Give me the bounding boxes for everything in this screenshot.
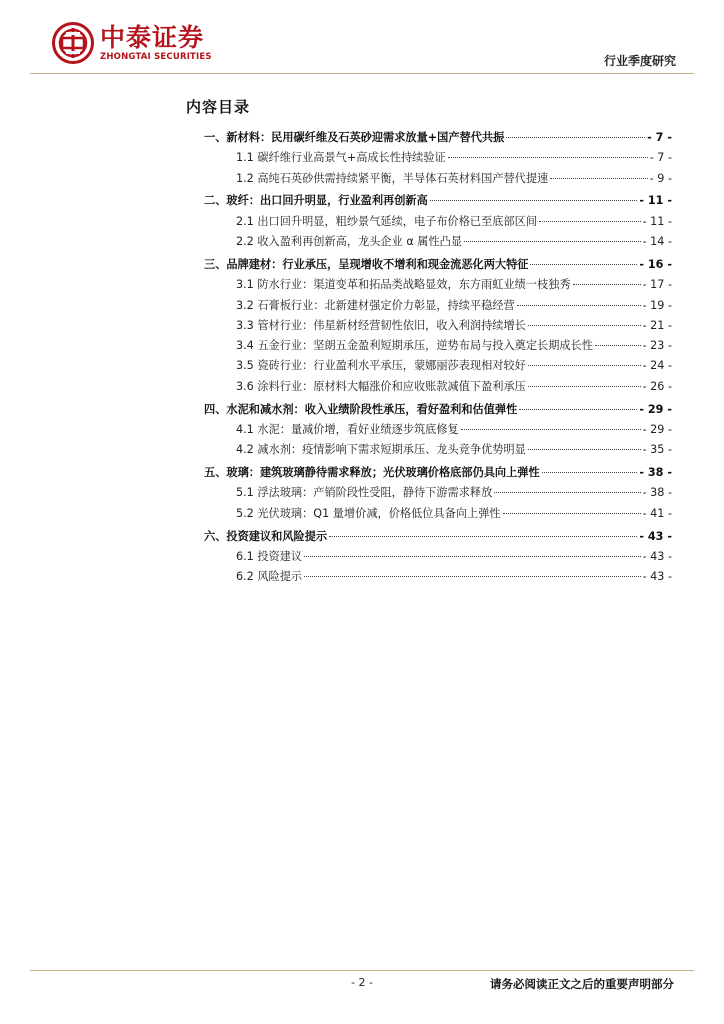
toc-entry-label: 2.1 出口回升明显，粗纱景气延续，电子布价格已至底部区间 [236, 214, 538, 228]
toc-entry-page: - 41 - [642, 506, 672, 520]
toc-leader-dots [448, 157, 648, 158]
toc-entry-page: - 9 - [649, 171, 672, 185]
toc-entry-label: 3.4 五金行业：坚朗五金盈利短期承压，逆势布局与投入奠定长期成长性 [236, 339, 593, 353]
toc-entry-label: 4.2 减水剂：疫情影响下需求短期承压、龙头竞争优势明显 [236, 443, 526, 457]
page-number: - 2 - [351, 976, 373, 989]
zhongtai-logo-icon [52, 22, 94, 64]
toc-entry-label: 3.3 管材行业：伟星新材经营韧性依旧，收入利润持续增长 [236, 318, 526, 332]
toc-entry-page: - 23 - [642, 339, 672, 353]
toc-section-entry[interactable] [186, 128, 672, 148]
toc-entry-label: 4.1 水泥：量减价增，看好业绩逐步筑底修复 [236, 422, 459, 436]
toc-entry-page: - 17 - [642, 278, 672, 292]
toc-leader-dots [550, 178, 647, 179]
toc-entry-label: 6.1 投资建议 [236, 549, 303, 563]
toc-entry-label: 3.6 涂料行业：原材料大幅涨价和应收账款减值下盈利承压 [236, 379, 526, 393]
toc-leader-dots [528, 449, 641, 450]
toc-section-entry[interactable] [186, 400, 672, 420]
toc-entry-label: 四、水泥和减水剂：收入业绩阶段性承压，看好盈利和估值弹性 [204, 402, 518, 416]
toc-leader-dots [595, 345, 641, 346]
toc-entry-label: 三、品牌建材：行业承压，呈现增收不增利和现金流恶化两大特征 [204, 257, 529, 271]
toc-leader-dots [528, 386, 641, 387]
toc-entry-page: - 26 - [642, 379, 672, 393]
page-header [0, 0, 724, 80]
toc-entry-label: 二、玻纤：出口回升明显，行业盈利再创新高 [204, 194, 428, 208]
toc-entry-label: 3.2 石膏板行业：北新建材强定价力彰显，持续平稳经营 [236, 298, 515, 312]
toc-entry-label: 3.5 瓷砖行业：行业盈利水平承压，蒙娜丽莎表现相对较好 [236, 359, 526, 373]
toc-section-entry[interactable] [186, 527, 672, 547]
header-divider [30, 73, 694, 74]
toc-leader-dots [494, 492, 640, 493]
toc-entry-page: - 38 - [639, 466, 672, 480]
toc-leader-dots [304, 576, 640, 577]
toc-entry-label: 2.2 收入盈利再创新高，龙头企业 α 属性凸显 [236, 235, 463, 249]
toc-section-entry[interactable] [186, 463, 672, 483]
toc-leader-dots [539, 221, 641, 222]
toc-leader-dots [517, 305, 641, 306]
toc-leader-dots [464, 241, 641, 242]
toc-leader-dots [542, 472, 638, 473]
toc-subsection-entry[interactable] [186, 169, 672, 189]
toc-section-entry[interactable] [186, 191, 672, 211]
logo-chinese-name: 中泰证券 [100, 23, 205, 52]
footer-divider [30, 970, 694, 971]
toc-leader-dots [304, 556, 640, 557]
toc-entry-label: 5.2 光伏玻璃：Q1 量增价减，价格低位具备向上弹性 [236, 506, 501, 520]
toc-leader-dots [528, 325, 641, 326]
toc-subsection-entry[interactable] [186, 316, 672, 336]
toc-entry-page: - 43 - [642, 570, 672, 584]
toc-subsection-entry[interactable] [186, 275, 672, 295]
toc-subsection-entry[interactable] [186, 232, 672, 252]
toc-entry-page: - 21 - [642, 318, 672, 332]
toc-entry-page: - 29 - [639, 402, 672, 416]
toc-leader-dots [430, 200, 638, 201]
toc-entry-page: - 43 - [639, 529, 672, 543]
toc-leader-dots [461, 429, 641, 430]
toc-entry-page: - 14 - [642, 235, 672, 249]
toc-subsection-entry[interactable] [186, 504, 672, 524]
toc-subsection-entry[interactable] [186, 377, 672, 397]
toc-subsection-entry[interactable] [186, 148, 672, 168]
toc-leader-dots [530, 264, 637, 265]
toc-entry-page: - 35 - [642, 443, 672, 457]
toc-entry-label: 六、投资建议和风险提示 [204, 529, 328, 543]
toc-subsection-entry[interactable] [186, 356, 672, 376]
toc-leader-dots [506, 137, 645, 138]
toc-entry-label: 6.2 风险提示 [236, 570, 303, 584]
toc-entry-page: - 11 - [639, 194, 672, 208]
toc-entry-label: 1.1 碳纤维行业高景气+高成长性持续验证 [236, 151, 446, 165]
toc-leader-dots [528, 365, 641, 366]
toc-entry-label: 五、玻璃：建筑玻璃静待需求释放；光伏玻璃价格底部仍具向上弹性 [204, 466, 540, 480]
toc-subsection-entry[interactable] [186, 296, 672, 316]
toc-leader-dots [329, 536, 637, 537]
toc-entry-page: - 38 - [642, 486, 672, 500]
footer-disclaimer: 请务必阅读正文之后的重要声明部分 [490, 977, 674, 991]
toc-subsection-entry[interactable] [186, 567, 672, 587]
toc-subsection-entry[interactable] [186, 440, 672, 460]
toc-entry-label: 一、新材料：民用碳纤维及石英砂迎需求放量+国产替代共振 [204, 131, 505, 144]
report-type-label: 行业季度研究 [603, 54, 676, 68]
toc-subsection-entry[interactable] [186, 483, 672, 503]
toc-subsection-entry[interactable] [186, 420, 672, 440]
toc-entry-page: - 16 - [639, 257, 672, 271]
toc-entry-page: - 29 - [642, 422, 672, 436]
toc-leader-dots [519, 409, 637, 410]
toc-entry-label: 5.1 浮法玻璃：产销阶段性受阻，静待下游需求释放 [236, 486, 493, 500]
table-of-contents [186, 128, 672, 588]
toc-entry-page: - 11 - [642, 214, 672, 228]
toc-leader-dots [573, 284, 641, 285]
toc-subsection-entry[interactable] [186, 336, 672, 356]
logo-english-name: ZHONGTAI SECURITIES [100, 52, 212, 62]
company-logo [52, 22, 212, 64]
toc-subsection-entry[interactable] [186, 212, 672, 232]
toc-entry-page: - 19 - [642, 298, 672, 312]
toc-entry-page: - 7 - [649, 151, 672, 165]
toc-entry-page: - 24 - [642, 359, 672, 373]
toc-entry-label: 3.1 防水行业：渠道变革和拓品类战略显效，东方雨虹业绩一枝独秀 [236, 278, 571, 292]
toc-entry-label: 1.2 高纯石英砂供需持续紧平衡，半导体石英材料国产替代提速 [236, 171, 549, 185]
toc-entry-page: - 43 - [642, 549, 672, 563]
toc-entry-page: - 7 - [647, 131, 672, 144]
toc-section-entry[interactable] [186, 255, 672, 275]
toc-title: 内容目录 [186, 98, 251, 116]
toc-subsection-entry[interactable] [186, 547, 672, 567]
toc-leader-dots [503, 513, 641, 514]
